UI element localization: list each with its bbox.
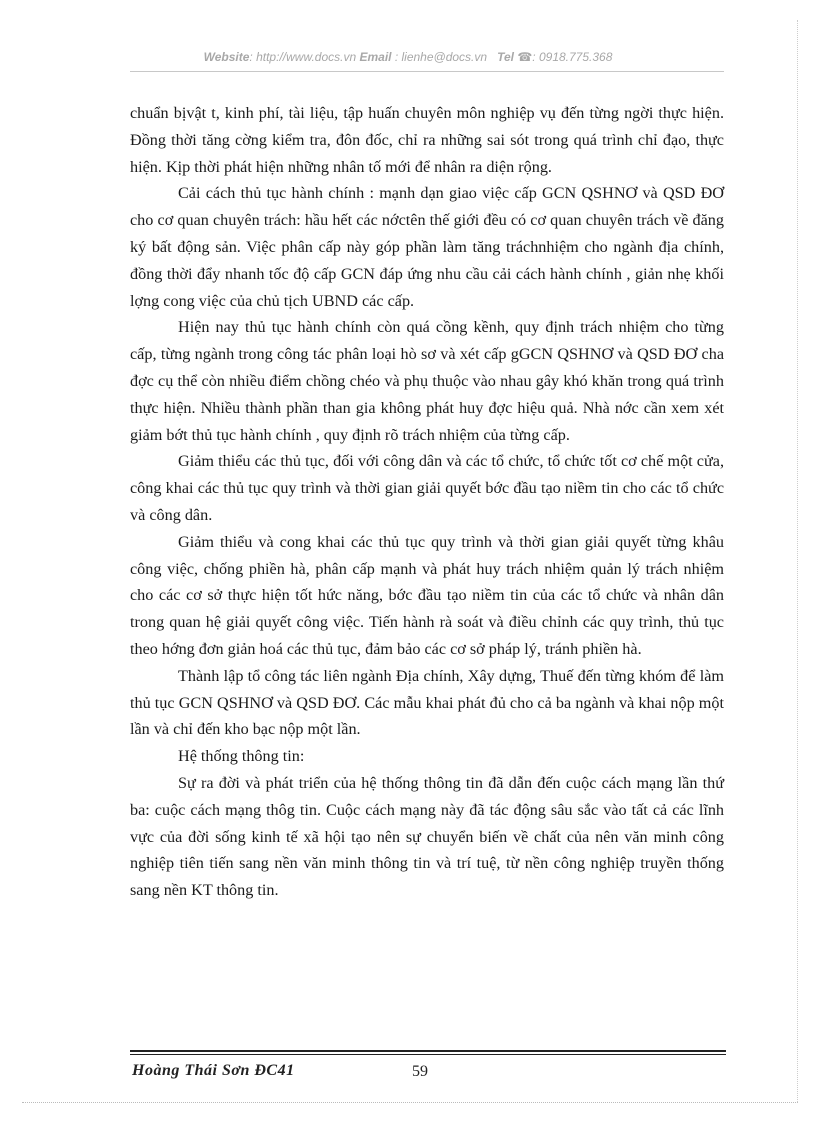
header-divider	[130, 71, 724, 72]
page-border-bottom	[22, 1102, 798, 1103]
paragraph-2: Cải cách thủ tục hành chính : mạnh dạn giao việc cấp GCN QSHNƠ và QSD ĐƠ cho cơ quan chuyên trách: hầu hết các nớctên thế giới đều có cơ quan chuyên trách về đăng ký bất động sản. Việc phân cấp này góp phần làm tăng tráchnhiệm cho ngành địa chính, đồng thời đẩy nhanh tốc độ cấp GCN đáp ứng nhu cầu cải cách hành chính , giản nhẹ khối lợng cong việc của chủ tịch UBND các cấp.	[130, 184, 724, 310]
paragraph-3: Hiện nay thủ tục hành chính còn quá cồng kềnh, quy định trách nhiệm cho từng cấp, từng ngành trong công tác phân loại hò sơ và xét cấp gGCN QSHNƠ và QSD ĐƠ cha đợc cụ thể còn nhiều điểm chồng chéo và phụ thuộc vào nhau gây khó khăn trong quá trình thực hiện. Nhiều thành phần than gia không phát huy đợc hiệu quả. Nhà nớc cần xem xét giảm bớt thủ tục hành chính , quy định rõ trách nhiệm của từng cấp.	[130, 318, 724, 444]
email-value[interactable]: : lienhe@docs.vn	[391, 50, 488, 64]
website-value[interactable]: : http://www.docs.vn	[249, 50, 357, 64]
page-border-right	[797, 20, 798, 1102]
document-body	[130, 100, 724, 904]
section-heading: Hệ thống thông tin:	[178, 747, 305, 766]
footer-divider-thin	[130, 1054, 726, 1055]
email-label: Email	[359, 50, 392, 64]
phone-icon: ☎	[517, 50, 533, 64]
footer-author: Hoàng Thái Sơn ĐC41	[132, 1062, 295, 1079]
website-label: Website	[203, 50, 250, 64]
paragraph-1: chuẩn bịvật t, kinh phí, tài liệu, tập huấn chuyên môn nghiệp vụ đến từng ngời thực hiện. Đồng thời tăng cờng kiểm tra, đôn đốc, chỉ ra những sai sót trong quá trình chỉ đạo, thực hiện. Kịp thời phát hiện những nhân tố mới để nhân ra diện rộng.	[130, 104, 724, 176]
page-number: 59	[412, 1063, 428, 1080]
footer-divider-thick	[130, 1050, 726, 1052]
tel-value: : 0918.775.368	[532, 50, 613, 64]
paragraph-5: Giảm thiểu và cong khai các thủ tục quy trình và thời gian giải quyết từng khâu công việc, chống phiền hà, phân cấp mạnh và phát huy trách nhiệm quản lý trách nhiệm cho các cơ sở thực hiện tốt hức năng, bớc đầu tạo niềm tin của các tổ chức và nhân dân trong quan hệ giải quyết công việc. Tiến hành rà soát và điều chỉnh các quy trình, thủ tục theo hớng đơn giản hoá các thủ tục, đảm bảo các cơ sở pháp lý, tránh phiền hà.	[130, 532, 724, 658]
paragraph-7: Sự ra đời và phát triển của hệ thống thông tin đã dẫn đến cuộc cách mạng lần thứ ba: cuộc cách mạng thôg tin. Cuộc cách mạng này đã tác động sâu sắc vào tất cả các lĩnh vực của đời sống kinh tế xã hội tạo nên sự chuyển biến về chất của nên văn minh công nghiệp tiên tiến sang nền văn minh thông tin và trí tuệ, từ nền công nghiệp truyền thống sang nền KT thông tin.	[130, 773, 724, 900]
tel-label: Tel	[497, 50, 514, 64]
paragraph-6: Thành lập tổ công tác liên ngành Địa chính, Xây dựng, Thuế đến từng khóm để làm thủ tục GCN QSHNƠ và QSD ĐƠ. Các mẫu khai phát đủ cho cả ba ngành và khai nộp một lần và chỉ đến kho bạc nộp một lần.	[130, 666, 724, 739]
paragraph-4: Giảm thiểu các thủ tục, đối với công dân và các tổ chức, tổ chức tốt cơ chế một cửa, công khai các thủ tục quy trình và thời gian giải quyết bớc đầu tạo niềm tin cho các tổ chức và công dân.	[130, 452, 724, 524]
page-header	[0, 50, 816, 64]
